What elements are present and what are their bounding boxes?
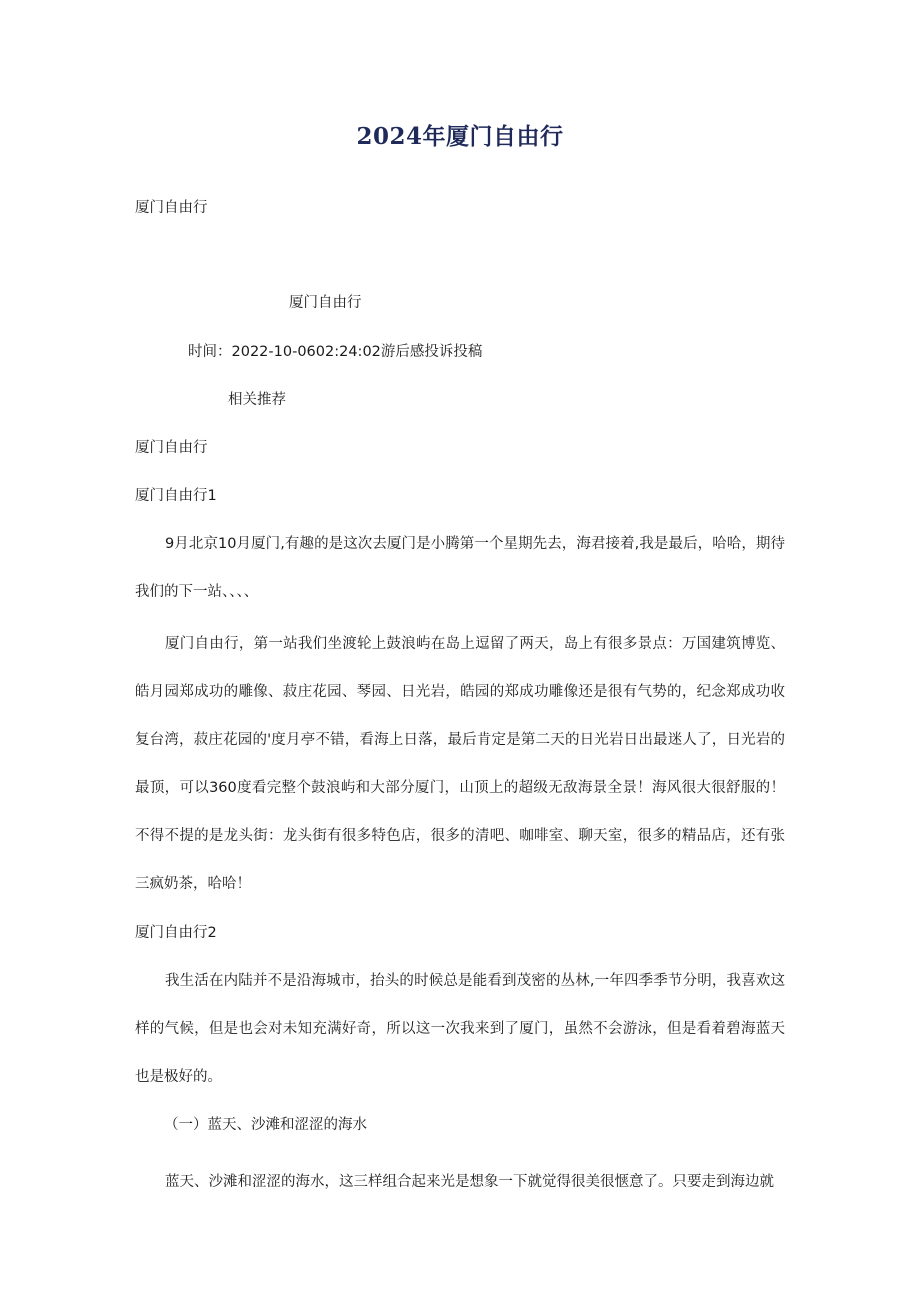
part2-paragraph-1: 我生活在内陆并不是沿海城市，抬头的时候总是能看到茂密的丛林,一年四季季节分明，我喜欢这样的气候，但是也会对未知充满好奇，所以这一次我来到了厦门，虽然不会游泳，但是看着碧海蓝天也是极好的。 [135,973,785,1085]
part2-paragraph-2: 蓝天、沙滩和涩涩的海水，这三样组合起来光是想象一下就觉得很美很惬意了。只要走到海边就 [165,1174,774,1190]
article-title: 厦门自由行 [289,295,362,311]
subtitle: 厦门自由行 [135,200,208,216]
meta-line: 时间：2022-10-0602:24:02游后感投诉投稿 [188,344,483,360]
part1-paragraph-1: 9月北京10月厦门,有趣的是这次去厦门是小腾第一个星期先去，海君接着,我是最后，哈哈，期待我们的下一站、、、、 [135,536,785,600]
section-heading: 厦门自由行 [135,440,208,456]
document-title: 2024年厦门自由行 [356,123,564,150]
part2-heading: 厦门自由行2 [135,925,217,941]
sub-heading: （一）蓝天、沙滩和涩涩的海水 [164,1117,367,1133]
part1-heading: 厦门自由行1 [135,488,217,504]
related-link[interactable]: 相关推荐 [228,392,286,408]
part1-paragraph-2: 厦门自由行，第一站我们坐渡轮上鼓浪屿在岛上逗留了两天，岛上有很多景点：万国建筑博览、皓月园郑成功的雕像、菽庄花园、琴园、日光岩，皓园的郑成功雕像还是很有气势的，纪念郑成功收复台湾，菽庄花园的'度月亭不错，看海上日落，最后肯定是第二天的日光岩日出最迷人了，日光岩的最顶，可以360度看完整个鼓浪屿和大部分厦门，山顶上的超级无敌海景全景！海风很大很舒服的！不得不提的是龙头街：龙头街有很多特色店，很多的清吧、咖啡室、聊天室，很多的精品店，还有张三疯奶茶，哈哈！ [135,636,785,892]
